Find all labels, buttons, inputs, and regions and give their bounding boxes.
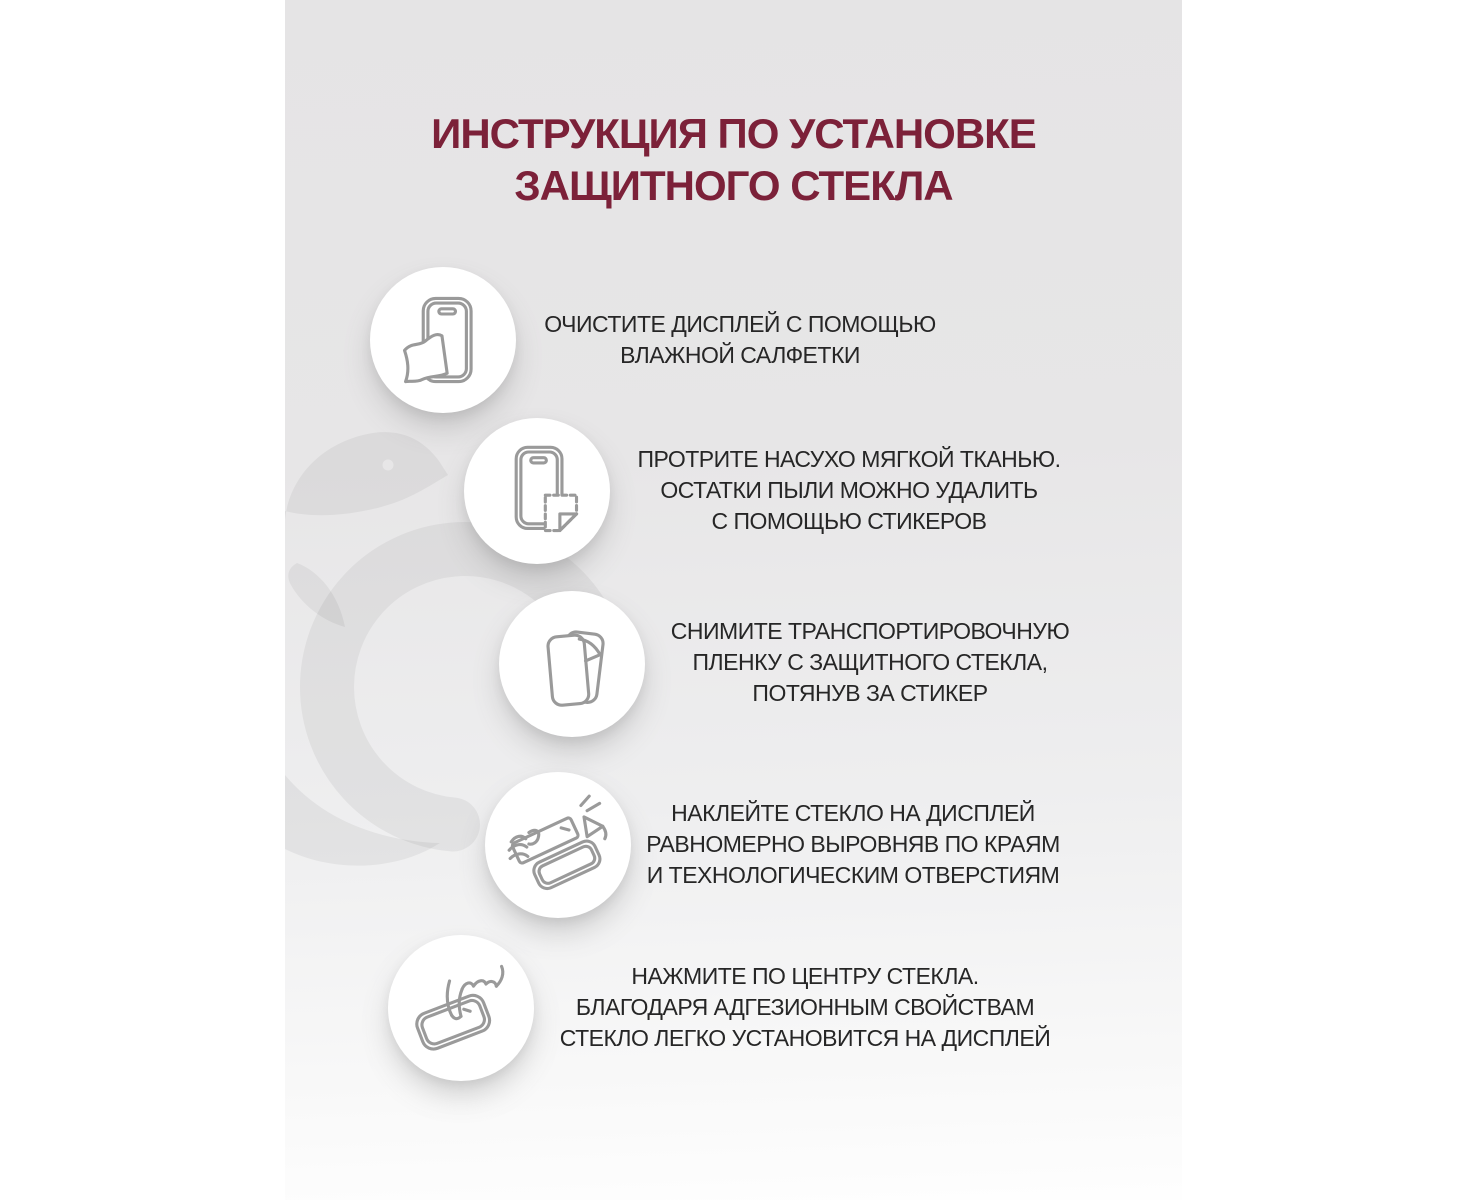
- page-title-line-2: ЗАЩИТНОГО СТЕКЛА: [514, 162, 953, 209]
- step-4-icon-circle: [485, 772, 631, 918]
- step-1-line-2: ВЛАЖНОЙ САЛФЕТКИ: [620, 342, 860, 368]
- step-3-line-1: СНИМИТЕ ТРАНСПОРТИРОВОЧНУЮ: [670, 618, 1070, 644]
- step-4-line-2: РАВНОМЕРНО ВЫРОВНЯВ ПО КРАЯМ: [646, 831, 1060, 857]
- step-2-line-3: С ПОМОЩЬЮ СТИКЕРОВ: [711, 508, 987, 534]
- step-1-line-1: ОЧИСТИТЕ ДИСПЛЕЙ С ПОМОЩЬЮ: [544, 311, 936, 337]
- step-4-line-1: НАКЛЕЙТЕ СТЕКЛО НА ДИСПЛЕЙ: [671, 800, 1035, 826]
- step-1-icon-circle: [370, 267, 516, 413]
- step-3-text: [671, 616, 1069, 709]
- step-3-icon-circle: [499, 591, 645, 737]
- step-5-text: [560, 961, 1051, 1054]
- step-3-line-2: ПЛЕНКУ С ЗАЩИТНОГО СТЕКЛА,: [692, 649, 1048, 675]
- step-4-text: [646, 798, 1060, 891]
- step-3-line-3: ПОТЯНУВ ЗА СТИКЕР: [752, 680, 988, 706]
- page-title-line-1: ИНСТРУКЦИЯ ПО УСТАНОВКЕ: [431, 110, 1036, 157]
- step-1-text: [544, 309, 935, 371]
- step-2-line-2: ОСТАТКИ ПЫЛИ МОЖНО УДАЛИТЬ: [660, 477, 1038, 503]
- step-5-line-1: НАЖМИТЕ ПО ЦЕНТРУ СТЕКЛА.: [631, 963, 979, 989]
- step-2-text: [637, 444, 1060, 537]
- align-glass-hands-icon: [506, 793, 610, 897]
- content-panel: [285, 0, 1182, 1200]
- step-2-icon-circle: [464, 418, 610, 564]
- step-2-line-1: ПРОТРИТЕ НАСУХО МЯГКОЙ ТКАНЬЮ.: [637, 446, 1061, 472]
- step-5-icon-circle: [388, 935, 534, 1081]
- step-4-line-3: И ТЕХНОЛОГИЧЕСКИМ ОТВЕРСТИЯМ: [646, 862, 1060, 888]
- press-glass-center-icon: [409, 956, 513, 1060]
- phone-sticker-icon: [485, 439, 589, 543]
- page-title: [285, 108, 1182, 212]
- protective-film-peel-icon: [520, 612, 624, 716]
- phone-wet-wipe-icon: [391, 288, 495, 392]
- step-5-line-3: СТЕКЛО ЛЕГКО УСТАНОВИТСЯ НА ДИСПЛЕЙ: [559, 1025, 1051, 1051]
- step-5-line-2: БЛАГОДАРЯ АДГЕЗИОННЫМ СВОЙСТВАМ: [575, 994, 1035, 1020]
